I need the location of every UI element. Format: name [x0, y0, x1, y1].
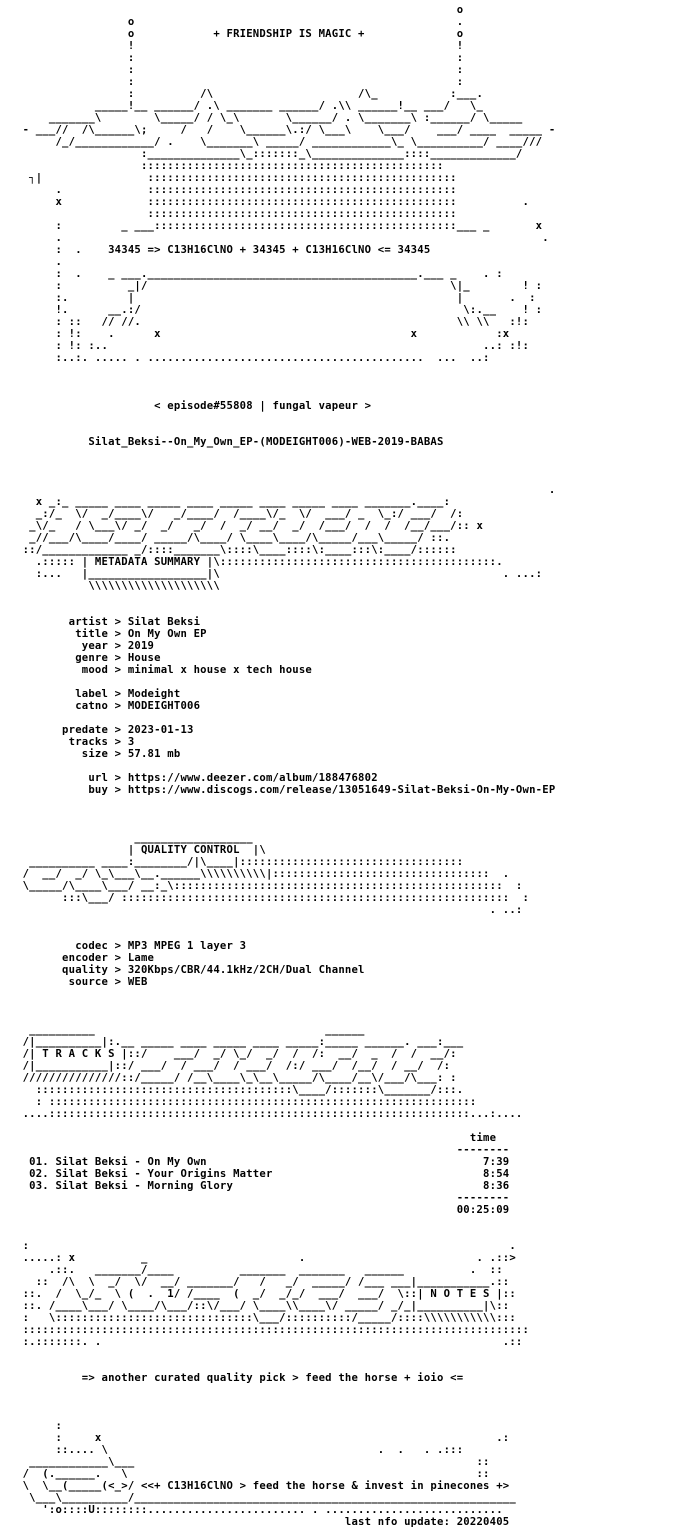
nfo-line: \_____/\____\___/ __:_\:::::::::::::::::::::::::::::::::::::::::::::::::: : [16, 880, 523, 892]
nfo-line: predate > 2023-01-13 [16, 724, 194, 736]
nfo-line: -------- [16, 1144, 510, 1156]
nfo-text [16, 4, 555, 1528]
nfo-line: quality > 320Kbps/CBR/44.1kHz/2CH/Dual Channel [16, 964, 365, 976]
nfo-line: - ___// /\______\; / / \______\.:/ \___\ \___/ ___/ ____ _____ - [16, 124, 556, 136]
nfo-line [16, 988, 555, 1000]
nfo-line: : ::::::::::::::::::::::::::::::::::::::::::::::::::::::::::::::::: [16, 1096, 477, 1108]
nfo-line: : x .: [16, 1432, 510, 1444]
nfo-line: / __/ _/ \_\___\__.______\\\\\\\\\\|::::::::::::::::::::::::::::::::: . [16, 868, 510, 880]
nfo-line: url > https://www.deezer.com/album/188476802 [16, 772, 378, 784]
nfo-line: ....::::::::::::::::::::::::::::::::::::::::::::::::::::::::::::::::...:.... [16, 1108, 523, 1120]
nfo-line [16, 364, 555, 376]
nfo-line: ____________\___ :: [16, 1456, 490, 1468]
nfo-line: : /\ /\_ :___. [16, 88, 484, 100]
nfo-line: :.:::::::. . .:: [16, 1336, 523, 1348]
nfo-line: o . [16, 16, 464, 28]
nfo-line: : . [16, 1240, 516, 1252]
nfo-line: : _ ___::::::::::::::::::::::::::::::::::::::::::::::___ _ x [16, 220, 543, 232]
nfo-line: . [16, 256, 63, 268]
nfo-line: ':o::::U::::::::........................ . ........................... [16, 1504, 503, 1516]
nfo-line: :. | | . : [16, 292, 536, 304]
nfo-line: _//___/\____/____/ _____/\____/ \____\____/\_____/___\_____/ ::. [16, 532, 451, 544]
nfo-line: title > On My Own EP [16, 628, 207, 640]
nfo-line: \\\\\\\\\\\\\\\\\\\\ [16, 580, 220, 592]
nfo-line: 03. Silat Beksi - Morning Glory 8:36 [16, 1180, 510, 1192]
nfo-line: :: /\ \ _/ \/ __/ _______/ / _/ _____/ /___ ___|___________.:: [16, 1276, 510, 1288]
nfo-line [16, 388, 555, 400]
nfo-line: ┐| ::::::::::::::::::::::::::::::::::::::::::::::: [16, 172, 457, 184]
nfo-line: :..:. ..... . .......................................... ... ..: [16, 352, 490, 364]
nfo-line: :::\___/ ::::::::::::::::::::::::::::::::::::::::::::::::::::::::::: : [16, 892, 530, 904]
nfo-line [16, 1396, 555, 1408]
nfo-line: _______\ \_____/ / \_\ \______/ . \_______\ :______/ \_____ [16, 112, 523, 124]
nfo-line: / (.______. \ :: [16, 1468, 490, 1480]
nfo-line: x ::::::::::::::::::::::::::::::::::::::::::::::: . [16, 196, 530, 208]
nfo-line: \ \__(_____(<_>/ <<+ C13H16ClNO > feed the horse & invest in pinecones +> [16, 1480, 510, 1492]
nfo-line: o + FRIENDSHIP IS MAGIC + o [16, 28, 464, 40]
nfo-line [16, 1012, 555, 1024]
nfo-line: | QUALITY CONTROL |\ [16, 844, 266, 856]
nfo-line: genre > House [16, 652, 161, 664]
nfo-line: label > Modeight [16, 688, 181, 700]
nfo-line: -------- [16, 1192, 510, 1204]
nfo-line: 00:25:09 [16, 1204, 510, 1216]
nfo-line [16, 604, 555, 616]
nfo-line: : [16, 1420, 63, 1432]
nfo-line: __________ ______ [16, 1024, 365, 1036]
nfo-line: ::::::::::::::::::::::::::::::::::::::::::::::: [16, 208, 457, 220]
nfo-line [16, 376, 555, 388]
nfo-line: . . [16, 232, 549, 244]
nfo-line [16, 472, 555, 484]
nfo-line: .....: x _ . . .::> [16, 1252, 516, 1264]
nfo-line: 02. Silat Beksi - Your Origins Matter 8:54 [16, 1168, 510, 1180]
nfo-line [16, 916, 555, 928]
nfo-line: : !: :.. ..: :!: [16, 340, 530, 352]
nfo-line: ::/_____________ _/::::_______\::::\____::::\:____:::\:____/:::::: [16, 544, 457, 556]
nfo-line [16, 448, 555, 460]
nfo-line: < episode#55808 | fungal vapeur > [16, 400, 372, 412]
nfo-line [16, 808, 555, 820]
nfo-line [16, 1408, 555, 1420]
nfo-line [16, 424, 555, 436]
nfo-line: source > WEB [16, 976, 148, 988]
nfo-line: _:/_ \/ _/____\/ _/____/ /____\/_ \/ ___/ _ \_:/ ___/ /: [16, 508, 464, 520]
nfo-line: encoder > Lame [16, 952, 155, 964]
nfo-line [16, 1228, 555, 1240]
nfo-line: ::::::::::::::::::::::::::::::::::::::::::::::::::::::::::::::::::::::::::::: [16, 1324, 530, 1336]
nfo-line: mood > minimal x house x tech house [16, 664, 313, 676]
nfo-line: _____!__ ______/ .\ _______ ______/ .\\ ______!__ ___/ \_ [16, 100, 484, 112]
nfo-line: : : [16, 76, 464, 88]
nfo-line: x _:_ _____ ____ _____ ____ _____ ____ _____ ____ _______.____: [16, 496, 451, 508]
nfo-line: __________________ [16, 832, 253, 844]
nfo-line: .::. _______/____ _______ _______ ______ . :: [16, 1264, 503, 1276]
nfo-line: : :: // //. \\ \\ :!: [16, 316, 530, 328]
nfo-line [16, 1000, 555, 1012]
nfo-line [16, 712, 555, 724]
nfo-line: catno > MODEIGHT006 [16, 700, 201, 712]
nfo-line: . ::::::::::::::::::::::::::::::::::::::::::::::: [16, 184, 457, 196]
nfo-line [16, 928, 555, 940]
nfo-line [16, 1384, 555, 1396]
nfo-line: : !: . x x :x [16, 328, 510, 340]
nfo-line: \___\__________/__________________________________________________________ [16, 1492, 516, 1504]
nfo-line: tracks > 3 [16, 736, 135, 748]
nfo-line: : . _ ___._________________________________________.___ _ . : [16, 268, 503, 280]
nfo-line: o [16, 4, 464, 16]
nfo-line: ///////////////::/_____/ /__\____\_\__\_____/\____/__\/___/\___: : [16, 1072, 457, 1084]
nfo-line: ::.... \ . . . .::: [16, 1444, 464, 1456]
nfo-line: /_/____________/ . \_______\ _____/ ____________\_ \__________/ ____/// [16, 136, 543, 148]
nfo-line [16, 760, 555, 772]
nfo-line: : \::::::::::::::::::::::::::::::\___/::::::::::/_____/::::\\\\\\\\\\\::: [16, 1312, 516, 1324]
nfo-line: :______________\_:::::::_\______________::::_____________/ [16, 148, 523, 160]
nfo-line [16, 592, 555, 604]
nfo-line: buy > https://www.discogs.com/release/13051649-Silat-Beksi-On-My-Own-EP [16, 784, 556, 796]
nfo-line: .::::: | METADATA SUMMARY |\::::::::::::::::::::::::::::::::::::::::::. [16, 556, 503, 568]
nfo-line: size > 57.81 mb [16, 748, 181, 760]
nfo-line: last nfo update: 20220405 [16, 1516, 510, 1528]
nfo-line: /| T R A C K S |::/ ___/ _/ \_/ _/ / /: __/ _ / / __/: [16, 1048, 457, 1060]
nfo-line: /|__________|:.__ _____ ____ _____ ____ _____:_____ ______. ___:___ [16, 1036, 464, 1048]
nfo-line: ::. / \_/_ \ ( . 1/ /____ ( _/ _/_/ ___/ ___/ \::| N O T E S |:: [16, 1288, 516, 1300]
nfo-line: :::::::::::::::::::::::::::::::::::::::\____/:::::::\_______/:::. [16, 1084, 464, 1096]
nfo-line: ::. /____\___/ \____/\___/::\/___/ \____\\____\/ _____/ _/_|__________|\:: [16, 1300, 510, 1312]
nfo-line [16, 820, 555, 832]
nfo-line: Silat_Beksi--On_My_Own_EP-(MODEIGHT006)-WEB-2019-BABAS [16, 436, 444, 448]
nfo-line: . [16, 484, 556, 496]
nfo-line [16, 1360, 555, 1372]
nfo-line: => another curated quality pick > feed the horse + ioio <= [16, 1372, 464, 1384]
nfo-line: : : [16, 52, 464, 64]
nfo-line [16, 676, 555, 688]
nfo-line: : : [16, 64, 464, 76]
nfo-line: /|___________|::/ ___/ / ___/ / ___/ /:/ ___/ /__/ / __/ /: [16, 1060, 451, 1072]
nfo-line: _\/_ / \___\/ _/ _/ _/ / _/ __/ _/ /___/ / / /__/___/:: x [16, 520, 484, 532]
nfo-line [16, 796, 555, 808]
nfo-line: :... |__________________|\ . ...: [16, 568, 543, 580]
nfo-line: codec > MP3 MPEG 1 layer 3 [16, 940, 247, 952]
nfo-line: : _|/ \|_ ! : [16, 280, 543, 292]
nfo-line: artist > Silat Beksi [16, 616, 201, 628]
nfo-line [16, 412, 555, 424]
nfo-line: 01. Silat Beksi - On My Own 7:39 [16, 1156, 510, 1168]
nfo-line: time [16, 1132, 497, 1144]
nfo-line: :::::::::::::::::::::::::::::::::::::::::::::: [16, 160, 444, 172]
nfo-line [16, 1120, 555, 1132]
nfo-line: year > 2019 [16, 640, 155, 652]
nfo-line: . ..: [16, 904, 523, 916]
nfo-line [16, 1348, 555, 1360]
nfo-line: !. __.:/ \:.__ ! : [16, 304, 543, 316]
nfo-line: ! ! [16, 40, 464, 52]
nfo-line: __________ ____:________/|\____|:::::::::::::::::::::::::::::::::: [16, 856, 464, 868]
nfo-line [16, 460, 555, 472]
nfo-line [16, 1216, 555, 1228]
nfo-line: : . 34345 => C13H16ClNO + 34345 + C13H16ClNO <= 34345 [16, 244, 431, 256]
